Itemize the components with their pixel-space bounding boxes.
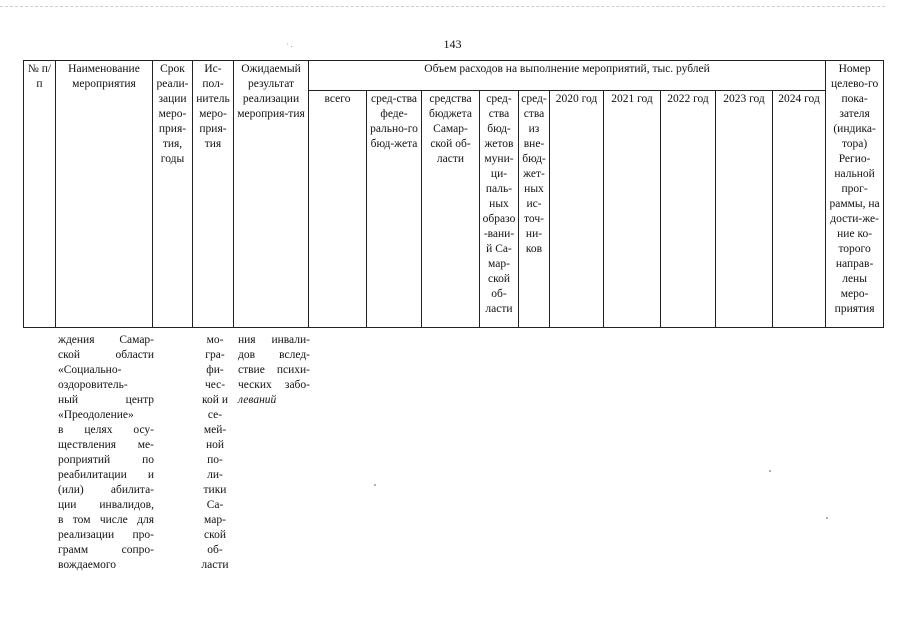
name-line: в том числе для (58, 514, 154, 526)
name-line: ции инвалидов, (58, 499, 154, 511)
col-federal-header: сред-ства феде-рально-го бюд-жета (367, 91, 422, 328)
executor-line: мо- (206, 334, 224, 346)
executor-line: се- (207, 409, 223, 421)
col-indicator-header: Номер целево-го пока-зателя (индика-тора) Регио-нальной прог-раммы, на дости-же-ние ко-торого направ-лены меро-приятия (826, 61, 884, 328)
name-line: «Социально- (58, 364, 122, 376)
name-line: ный центр (58, 394, 154, 406)
scan-speck: · . (286, 40, 293, 49)
executor-line: мей- (203, 424, 227, 436)
col-num-header: № п/п (24, 61, 56, 328)
executor-line: ласти (201, 559, 229, 571)
continuation-executor-text (196, 333, 234, 573)
result-line: леваний (238, 394, 277, 406)
col-2022-header: 2022 год (661, 91, 716, 328)
page-number: 143 (443, 37, 462, 51)
continuation-name-text (58, 333, 154, 573)
page-top-rule (0, 6, 885, 7)
scan-speck (374, 484, 376, 486)
name-line: ской области (58, 349, 154, 361)
expenses-table-header (23, 60, 884, 328)
name-line: в целях осу- (58, 424, 154, 436)
col-2020-header: 2020 год (550, 91, 604, 328)
executor-line: мар- (204, 514, 226, 526)
col-total-header: всего (309, 91, 367, 328)
executor-line: по- (207, 454, 223, 466)
name-line: (или) абилита- (58, 484, 154, 496)
executor-line: об- (207, 544, 223, 556)
name-line: ществления ме- (58, 439, 154, 451)
col-executor-header: Ис-пол-нитель меро-прия-тия (193, 61, 234, 328)
col-result-header: Ожидаемый результат реализации мероприя-тия (234, 61, 309, 328)
name-line: ждения Самар- (58, 334, 154, 346)
result-line: дов вслед- (238, 349, 310, 361)
col-expenses-header: Объем расходов на выполнение мероприятий, тыс. рублей (309, 61, 826, 91)
executor-line: ной (205, 439, 225, 451)
executor-line: чес- (204, 379, 226, 391)
col-extrabudget-header: сред-ства из вне-бюд-жет-ных ис-точ-ни-ков (519, 91, 550, 328)
name-line: оздоровитель- (58, 379, 128, 391)
executor-line: гра- (205, 349, 225, 361)
result-line: ческих забо- (238, 379, 310, 391)
col-2024-header: 2024 год (773, 91, 826, 328)
name-line: вождаемого (58, 559, 117, 571)
executor-line: фи- (206, 364, 224, 376)
executor-line: Са- (206, 499, 224, 511)
name-line: реабилитации и (58, 469, 154, 481)
col-name-header: Наименование мероприятия (56, 61, 153, 328)
col-term-header: Срок реали-зации меро-прия-тия, годы (153, 61, 193, 328)
name-line: роприятий по (58, 454, 154, 466)
continuation-result-text (238, 333, 310, 408)
col-regional-header: средства бюджета Самар-ской об-ласти (422, 91, 480, 328)
executor-line: ли- (207, 469, 223, 481)
executor-line: кой и (202, 394, 228, 406)
executor-line: тики (203, 484, 227, 496)
scan-speck (826, 517, 828, 519)
col-municipal-header: сред-ства бюд-жетов муни-ци-паль-ных образо-вани-й Са-мар-ской об-ласти (480, 91, 519, 328)
name-line: реализации про- (58, 529, 154, 541)
col-2021-header: 2021 год (604, 91, 661, 328)
col-2023-header: 2023 год (716, 91, 773, 328)
result-line: ствие психи- (238, 364, 310, 376)
result-line: ния инвали- (238, 334, 310, 346)
name-line: «Преодоление» (58, 409, 134, 421)
scan-speck (769, 470, 771, 472)
name-line: грамм сопро- (58, 544, 154, 556)
executor-line: ской (203, 529, 226, 541)
